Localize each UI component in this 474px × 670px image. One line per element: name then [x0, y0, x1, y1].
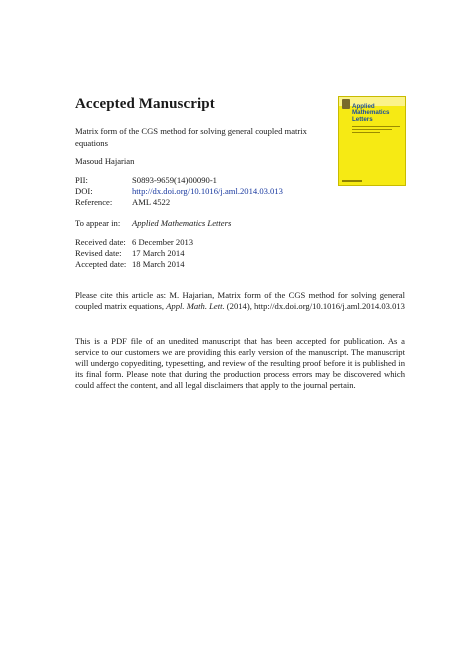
doi-link[interactable]: http://dx.doi.org/10.1016/j.aml.2014.03.013: [132, 186, 283, 196]
accepted-date-row: [75, 259, 375, 270]
revised-date-row: [75, 248, 375, 259]
to-appear-in: [75, 218, 375, 229]
citation-journal: Appl. Math. Lett.: [166, 301, 225, 311]
citation-paragraph: [75, 290, 405, 312]
journal-cover-image: [338, 96, 406, 186]
revised-label: Revised date:: [75, 248, 122, 258]
reference-value: AML 4522: [132, 197, 171, 207]
citation-prefix: Please cite this article as: M. Hajarian, Matrix form of the CGS method for solving general coupled matrix equations,: [75, 290, 405, 311]
cover-title: [352, 104, 404, 123]
revised-value: 17 March 2014: [132, 248, 185, 258]
identifier-list: [75, 175, 375, 208]
cover-title-line-2: Mathematics: [352, 109, 390, 117]
cover-rule-1: [352, 126, 400, 127]
cover-title-line-3: Letters: [352, 115, 373, 123]
accepted-value: 18 March 2014: [132, 259, 185, 269]
appear-label: To appear in:: [75, 218, 121, 228]
date-list: [75, 237, 375, 270]
appear-row: [75, 218, 375, 229]
identifier-row-doi: [75, 186, 375, 197]
citation-suffix: (2014), http://dx.doi.org/10.1016/j.aml.2014.03.013: [224, 301, 405, 311]
cover-title-line-1: Applied: [352, 103, 375, 110]
author-name: Masoud Hajarian: [75, 156, 135, 166]
pii-value: S0893-9659(14)00090-1: [132, 175, 217, 185]
reference-label: Reference:: [75, 197, 113, 207]
page-heading: Accepted Manuscript: [75, 96, 215, 112]
identifier-row-reference: [75, 197, 375, 208]
journal-name: Applied Mathematics Letters: [132, 218, 232, 228]
elsevier-logo-icon: [342, 99, 350, 109]
pii-label: PII:: [75, 175, 88, 185]
cover-footer-mark: [342, 180, 362, 182]
received-date-row: [75, 237, 375, 248]
cover-rule-2: [352, 129, 392, 130]
doi-label: DOI:: [75, 186, 93, 196]
accepted-label: Accepted date:: [75, 259, 127, 269]
article-title: Matrix form of the CGS method for solving general coupled matrix equations: [75, 126, 307, 148]
received-value: 6 December 2013: [132, 237, 194, 247]
disclaimer-paragraph: This is a PDF file of an unedited manuscript that has been accepted for publication. As a service to our customers we are providing this early version of the manuscript. The manuscript will undergo copyediting, typesetting, and review of the resulting proof before it is published in its final form. Please note that during the production process errors may be discovered which could affect the content, and all legal disclaimers that apply to the journal pertain.: [75, 336, 405, 390]
received-label: Received date:: [75, 237, 126, 247]
identifier-row-pii: [75, 175, 375, 186]
cover-rule-3: [352, 132, 380, 133]
